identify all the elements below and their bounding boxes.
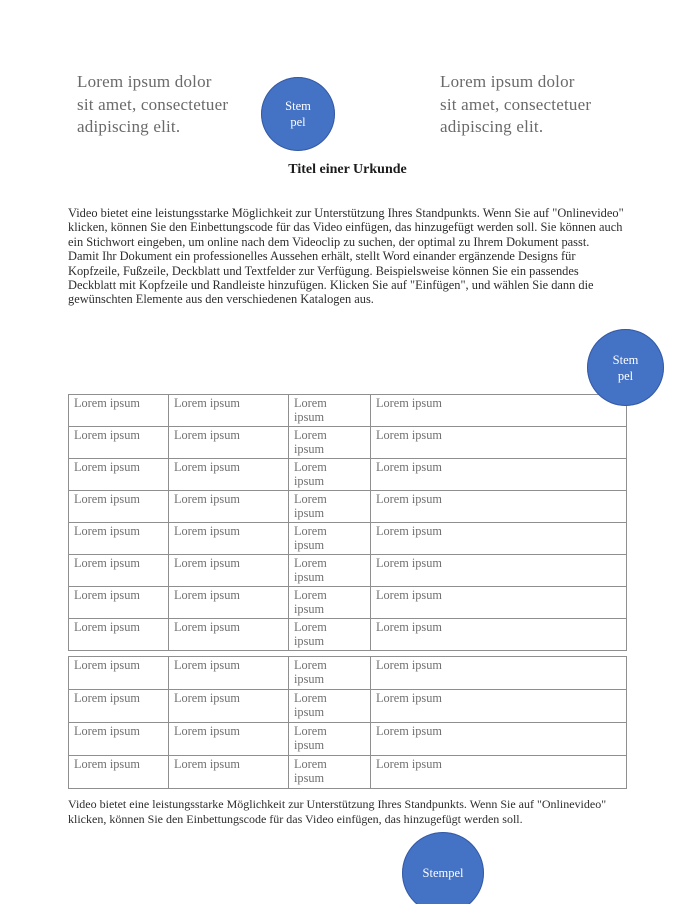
table-cell-text: Lorem ipsum [376, 588, 442, 602]
table-cell-text: Lorem ipsum [376, 724, 442, 738]
table-cell-text: Lorem ipsum [74, 588, 140, 602]
table-cell [371, 587, 627, 619]
stamp-bottom-label-text: Stempel [422, 866, 464, 880]
table-cell-text: Lorem ipsum [74, 556, 140, 570]
table-cell-text: Lorem ipsum [174, 691, 240, 705]
table-cell [69, 555, 169, 587]
table-cell [289, 756, 371, 789]
table-cell-text: Lorem ipsum [174, 492, 240, 506]
table-cell-text: Lorem ipsum [294, 492, 327, 520]
table-cell-text: Lorem ipsum [294, 556, 327, 584]
table-cell-text: Lorem ipsum [294, 691, 327, 719]
table-cell [289, 690, 371, 723]
table-row [69, 427, 627, 459]
header-lorem-right-line2: sit amet, consectetuer [440, 94, 592, 114]
stamp-right-label-line2: pel [617, 368, 634, 383]
lorem-table-1 [68, 394, 627, 651]
table-cell-text: Lorem ipsum [294, 460, 327, 488]
table-row [69, 756, 627, 789]
header-lorem-right [440, 71, 591, 139]
table-cell-text: Lorem ipsum [376, 620, 442, 634]
table-cell-text: Lorem ipsum [376, 524, 442, 538]
table-cell-text: Lorem ipsum [74, 460, 140, 474]
table-cell [371, 657, 627, 690]
table-cell [69, 459, 169, 491]
table-cell [69, 756, 169, 789]
table-cell-text: Lorem ipsum [376, 691, 442, 705]
table-cell-text: Lorem ipsum [74, 757, 140, 771]
table-cell [371, 723, 627, 756]
table-cell-text: Lorem ipsum [174, 724, 240, 738]
table-cell [169, 587, 289, 619]
table-cell-text: Lorem ipsum [174, 658, 240, 672]
table-row [69, 395, 627, 427]
stamp-top [261, 77, 335, 151]
table-cell-text: Lorem ipsum [74, 396, 140, 410]
document-title: Titel einer Urkunde [288, 162, 407, 177]
table-cell [289, 555, 371, 587]
lorem-table-2-grid [68, 656, 627, 789]
table-cell [169, 555, 289, 587]
table-cell [69, 427, 169, 459]
table-cell [69, 690, 169, 723]
table-row [69, 459, 627, 491]
header-lorem-right-line1: Lorem ipsum dolor [440, 72, 575, 91]
table-row [69, 657, 627, 690]
table-cell-text: Lorem ipsum [174, 556, 240, 570]
table-cell [69, 491, 169, 523]
table-cell [289, 523, 371, 555]
table-cell-text: Lorem ipsum [174, 757, 240, 771]
table-cell [169, 690, 289, 723]
table-row [69, 723, 627, 756]
table-cell [69, 395, 169, 427]
table-cell [371, 555, 627, 587]
stamp-top-label-line1: Stem [285, 99, 311, 113]
table-cell-text: Lorem ipsum [294, 757, 327, 785]
table-cell-text: Lorem ipsum [294, 658, 327, 686]
table-cell [289, 657, 371, 690]
table-cell-text: Lorem ipsum [74, 492, 140, 506]
header-lorem-left-line2: sit amet, consectetuer [77, 94, 229, 114]
table-cell [371, 756, 627, 789]
table-cell [289, 427, 371, 459]
table-cell-text: Lorem ipsum [74, 428, 140, 442]
table-cell [169, 723, 289, 756]
table-cell [371, 619, 627, 651]
table-row [69, 587, 627, 619]
table-cell-text: Lorem ipsum [376, 556, 442, 570]
table-cell [169, 491, 289, 523]
table-cell-text: Lorem ipsum [174, 428, 240, 442]
lorem-table-2 [68, 656, 627, 789]
table-cell-text: Lorem ipsum [74, 658, 140, 672]
table-cell [169, 427, 289, 459]
paragraph-1: Video bietet eine leistungsstarke Möglichkeit zur Unterstützung Ihres Standpunkts. Wenn Sie auf "Onlinevideo" klicken, können Sie den Einbettungscode für das Video einfügen, das hinzugefügt werden soll. Sie können auch ein Stichwort eingeben, um online nach dem Videoclip zu suchen, der optimal zu Ihrem Dokument passt. [68, 206, 624, 249]
table-cell-text: Lorem ipsum [174, 524, 240, 538]
stamp-bottom-label [423, 865, 464, 881]
stamp-top-label-line2: pel [290, 115, 306, 129]
table-cell [69, 587, 169, 619]
table-cell [169, 619, 289, 651]
table-cell-text: Lorem ipsum [174, 460, 240, 474]
stamp-right [587, 329, 664, 406]
table-cell [69, 657, 169, 690]
table-cell-text: Lorem ipsum [294, 724, 327, 752]
header-lorem-left-line3: adipiscing elit. [77, 117, 181, 136]
table-cell [289, 395, 371, 427]
table-cell [169, 459, 289, 491]
table-cell [371, 690, 627, 723]
table-cell-text: Lorem ipsum [294, 396, 327, 424]
table-cell [371, 395, 627, 427]
table-cell-text: Lorem ipsum [376, 396, 442, 410]
table-cell [169, 657, 289, 690]
table-cell-text: Lorem ipsum [376, 757, 442, 771]
table-cell-text: Lorem ipsum [376, 460, 442, 474]
table-cell-text: Lorem ipsum [376, 658, 442, 672]
table-cell-text: Lorem ipsum [174, 588, 240, 602]
stamp-right-label [613, 352, 639, 384]
table-row [69, 619, 627, 651]
table-cell-text: Lorem ipsum [376, 428, 442, 442]
table-row [69, 491, 627, 523]
stamp-right-label-line1: Stem [612, 352, 639, 367]
footer-paragraph: Video bietet eine leistungsstarke Möglichkeit zur Unterstützung Ihres Standpunkts. Wenn Sie auf "Onlinevideo" klicken, können Sie den Einbettungscode für das Video einfügen, das hinzugefügt werden soll. [68, 797, 607, 826]
stamp-bottom [402, 832, 484, 904]
table-cell-text: Lorem ipsum [74, 524, 140, 538]
header-lorem-left-line1: Lorem ipsum dolor [77, 72, 212, 91]
table-cell [371, 427, 627, 459]
table-cell [289, 723, 371, 756]
table-cell [289, 619, 371, 651]
table-cell [289, 459, 371, 491]
table-cell-text: Lorem ipsum [74, 724, 140, 738]
table-cell-text: Lorem ipsum [174, 396, 240, 410]
table-cell-text: Lorem ipsum [294, 524, 327, 552]
paragraph-2: Damit Ihr Dokument ein professionelles Aussehen erhält, stellt Word einander ergänzende Designs für Kopfzeile, Fußzeile, Deckblatt und Textfelder zur Verfügung. Beispielsweise können Sie ein passendes Deckblatt mit Kopfzeile und Randleiste hinzufügen. Klicken Sie auf "Einfügen", und wählen Sie dann die gewünschten Elemente aus den verschiedenen Katalogen aus. [68, 249, 594, 307]
table-cell [169, 523, 289, 555]
header-lorem-right-line3: adipiscing elit. [440, 117, 544, 136]
table-cell [169, 756, 289, 789]
table-cell [289, 587, 371, 619]
body-paragraphs [68, 206, 629, 307]
table-cell-text: Lorem ipsum [174, 620, 240, 634]
lorem-table-1-grid [68, 394, 627, 651]
table-cell-text: Lorem ipsum [376, 492, 442, 506]
stamp-top-label [285, 98, 311, 130]
table-cell-text: Lorem ipsum [294, 620, 327, 648]
table-cell-text: Lorem ipsum [294, 588, 327, 616]
table-cell [69, 723, 169, 756]
table-cell-text: Lorem ipsum [294, 428, 327, 456]
table-cell [69, 619, 169, 651]
table-cell [371, 491, 627, 523]
table-cell-text: Lorem ipsum [74, 620, 140, 634]
table-cell [371, 459, 627, 491]
header-lorem-left [77, 71, 228, 139]
table-cell [371, 523, 627, 555]
table-row [69, 690, 627, 723]
table-row [69, 555, 627, 587]
table-cell [289, 491, 371, 523]
table-row [69, 523, 627, 555]
table-cell-text: Lorem ipsum [74, 691, 140, 705]
table-cell [169, 395, 289, 427]
table-cell [69, 523, 169, 555]
